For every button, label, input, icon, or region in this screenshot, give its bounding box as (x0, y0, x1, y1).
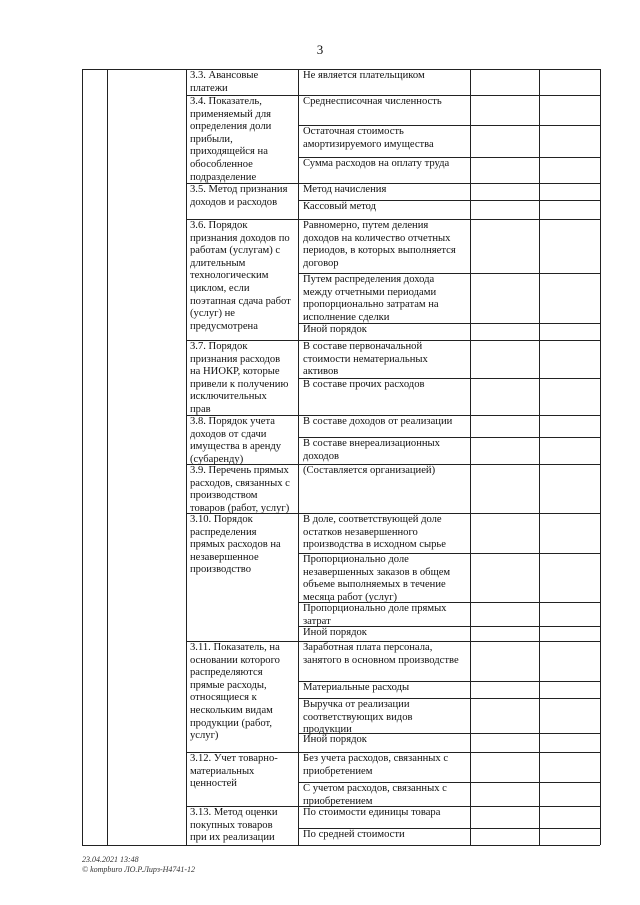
option-cell: Без учета расходов, связанных с приобретением (303, 753, 449, 777)
parameter-cell: 3.11. Показатель, на основании которого распределяются прямые расходы, относящиеся к нескольким видам продукции (работ, услуг) (190, 642, 280, 742)
option-cell: По средней стоимости (303, 829, 405, 840)
option-cell: (Составляется организацией) (303, 465, 436, 476)
parameter-cell: 3.3. Авансовые платежи (190, 70, 259, 94)
parameter-cell: 3.7. Порядок признания расходов на НИОКР, которые привели к получению исключительных прав (190, 341, 289, 415)
option-cell: Среднесписочная численность (303, 96, 442, 107)
parameter-cell: 3.12. Учет товарно- материальных ценностей (190, 753, 278, 790)
option-cell: Иной порядок (303, 734, 367, 745)
option-cell: Заработная плата персонала, занятого в основном производстве (303, 642, 459, 666)
option-cell: Кассовый метод (303, 201, 377, 212)
parameter-cell: 3.5. Метод признания доходов и расходов (190, 184, 288, 208)
option-cell: Выручка от реализации соответствующих видов продукции (303, 699, 413, 736)
column-rule (470, 69, 471, 845)
option-cell: Пропорционально доле прямых затрат (303, 603, 447, 627)
option-cell: Путем распределения дохода между отчетными периодами пропорционально затратам на исполнение сделки (303, 274, 439, 323)
column-rule (539, 69, 540, 845)
footer-source: © kompburo ЛО.Р.Лирз-Н4741-12 (82, 865, 196, 874)
column-rule (107, 69, 108, 845)
page-number: 3 (316, 42, 324, 57)
option-cell: Сумма расходов на оплату труда (303, 158, 450, 169)
option-cell: Остаточная стоимость амортизируемого имущества (303, 126, 434, 150)
column-rule (600, 69, 601, 845)
parameter-cell: 3.4. Показатель, применяемый для определения доли прибыли, приходящейся на обособленное подразделение (190, 96, 272, 183)
option-cell: Равномерно, путем деления доходов на количество отчетных периодов, в которых выполняется договор (303, 220, 456, 269)
option-cell: Пропорционально доле незавершенных заказов в общем объеме выполняемых в течение месяца работ (услуг) (303, 554, 451, 603)
parameter-cell: 3.8. Порядок учета доходов от сдачи имущества в аренду (субаренду) (190, 416, 282, 465)
option-cell: По стоимости единицы товара (303, 807, 441, 818)
option-cell: В составе доходов от реализации (303, 416, 453, 427)
option-cell: Иной порядок (303, 627, 367, 638)
option-cell: Иной порядок (303, 324, 367, 335)
option-cell: В составе первоначальной стоимости нематериальных активов (303, 341, 428, 378)
option-cell: В составе прочих расходов (303, 379, 425, 390)
table-border-bottom (82, 845, 600, 846)
parameter-cell: 3.13. Метод оценки покупных товаров при их реализации (190, 807, 278, 844)
option-cell: Не является плательщиком (303, 70, 425, 81)
option-cell: С учетом расходов, связанных с приобретением (303, 783, 447, 807)
column-rule (82, 69, 83, 845)
option-cell: В доле, соответствующей доле остатков незавершенного производства в исходном сырье (303, 514, 446, 551)
parameter-cell: 3.9. Перечень прямых расходов, связанных с производством товаров (работ, услуг) (190, 465, 290, 514)
option-cell: Метод начисления (303, 184, 387, 195)
parameter-cell: 3.10. Порядок распределения прямых расходов на незавершенное производство (190, 514, 281, 576)
column-rule (186, 69, 187, 845)
option-cell: В составе внереализационных доходов (303, 438, 440, 462)
option-cell: Материальные расходы (303, 682, 410, 693)
column-rule (298, 69, 299, 845)
parameter-cell: 3.6. Порядок признания доходов по работам (услугам) с длительным технологическим циклом, если поэтапная сдача работ (услуг) не предусмотрена (190, 220, 291, 332)
footer-timestamp: 23.04.2021 13:48 (82, 855, 139, 864)
